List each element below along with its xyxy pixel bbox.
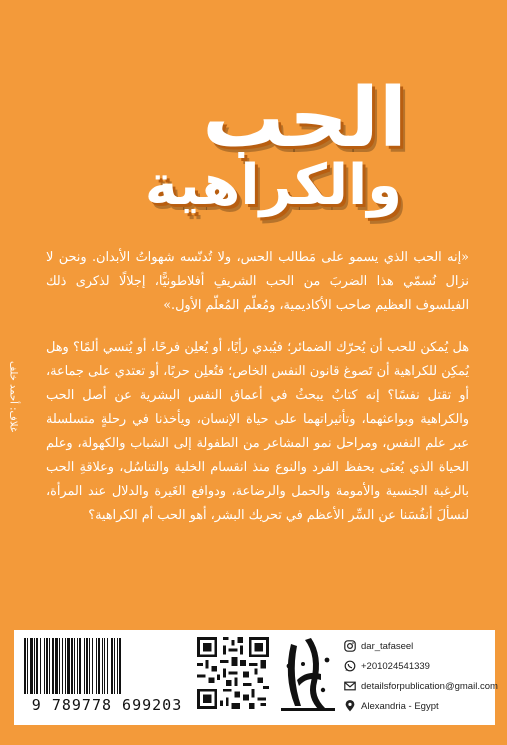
cover-credit-label: غلاف: أحمد خلف	[7, 360, 19, 433]
contact-location	[344, 696, 494, 716]
mail-icon	[344, 680, 356, 692]
contact-location-text: Alexandria - Egypt	[361, 700, 439, 712]
title-line-2: والكراهية	[144, 153, 402, 218]
contact-email-text: detailsforpublication@gmail.com	[361, 680, 498, 692]
contact-instagram[interactable]	[344, 636, 494, 656]
publisher-footer	[14, 630, 498, 725]
contact-email[interactable]	[344, 676, 498, 696]
instagram-icon	[344, 640, 356, 652]
title-line-1: الحب	[202, 71, 407, 166]
barcode-bar	[121, 638, 122, 694]
publisher-logo	[277, 636, 339, 716]
isbn-barcode	[24, 638, 192, 694]
publisher-contacts	[344, 636, 498, 716]
blurb-text: هل يُمكن للحب أن يُحرّك الضمائر؛ فيُبدي رأيًا، أو يُعلِن فرحًا، أو يُنسي ألمًا؟ وهل يُمكِن للكراهية أن تَصوغ قانون النفس الخاص؛ فتُعلِن حربًا، أو تعتدي على جماعة، أو تقتل نفسًا؟ إنه كتابٌ يبحثُ في أعماق النفس البشرية عن أصل الحب والكراهية وبواعثهما، وتأثيراتهما على حياة الإنسان، ويأخذنا في رحلةٍ متسلسلة عبر علم النفس، ومراحل نمو المشاعر من الطفولة إلى الشباب والكهولة، وعلم الحياة الذي يُعنَى بحفظ الفرد والنوع منذ انقسام الخلية والتناسُل، وعلاقةِ الحب بالرغبة الجنسية والأمومة والحمل والرضاعة، ودوافع الغَيرة والدلال عند المرأة، لنسألَ أنفُسَنا عن السِّر الأعظم في تحريك البشر، أهو الحب أم الكراهية؟	[46, 340, 469, 523]
whatsapp-icon	[344, 660, 356, 672]
contact-whatsapp-text: +201024541339	[361, 660, 430, 672]
location-pin-icon	[344, 700, 356, 712]
cover-credit	[6, 338, 20, 458]
quote-text: «إنه الحب الذي يسمو على مَطالب الحس، ولا تُدنّسه شهواتُ الأبدان. ونحن لا نزال نُسمّي هذا الضربَ من الحب الشريفِ أفلاطونيًّا، إجلالًا لذكرى ذلك الفيلسوف العظيم صاحب الأكاديمية، ومُعلّم المُعلّم الأول.»	[46, 250, 469, 313]
contact-instagram-text: dar_tafaseel	[361, 640, 414, 652]
publisher-logo-mark	[277, 636, 339, 716]
book-title	[0, 71, 507, 238]
isbn-number: 9 789778 699203	[31, 696, 183, 714]
contact-whatsapp[interactable]	[344, 656, 494, 676]
qr-code	[197, 637, 269, 709]
